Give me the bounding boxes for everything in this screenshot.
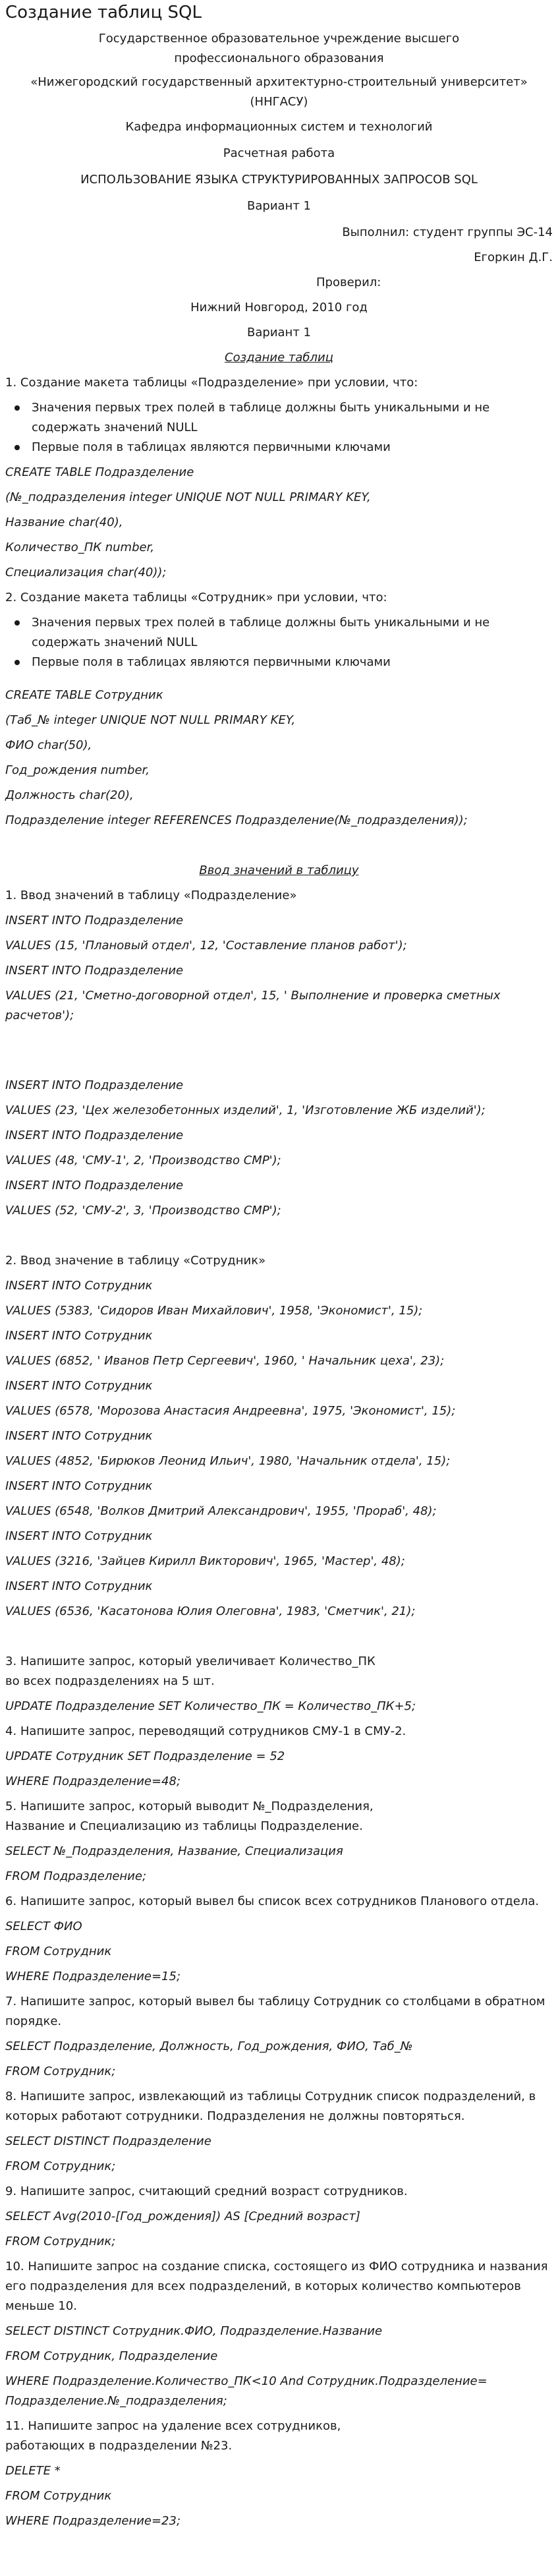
section-title: Создание таблиц xyxy=(225,351,333,365)
page-title: Создание таблиц SQL xyxy=(5,3,202,22)
code-line: DELETE * xyxy=(5,2464,61,2478)
code-line: INSERT INTO Сотрудник xyxy=(5,1379,153,1393)
code-line: Количество_ПК number, xyxy=(5,541,155,554)
code-line: WHERE Подразделение=15; xyxy=(5,1970,181,1983)
code-line: UPDATE Подразделение SET Количество_ПК = Количество_ПК+5; xyxy=(5,1699,416,1713)
code-line: VALUES (3216, 'Зайцев Кирилл Викторович', 1965, 'Мастер', 48); xyxy=(5,1554,405,1568)
task-text: 3. Напишите запрос, который увеличивает Количество_ПК xyxy=(5,1654,376,1668)
task-text: 10. Напишите запрос на создание списка, состоящего из ФИО сотрудника и названия xyxy=(5,2260,548,2273)
header-line: «Нижегородский государственный архитектурно-строительный университет» xyxy=(30,75,528,89)
task-text: 2. Создание макета таблицы «Сотрудник» при условии, что: xyxy=(5,591,387,604)
performed-by: Выполнил: студент группы ЭС-14 xyxy=(342,225,553,239)
code-line: Подразделение.№_подразделения; xyxy=(5,2394,227,2408)
header-line: профессионального образования xyxy=(174,51,384,65)
code-line: VALUES (4852, 'Бирюков Леонид Ильич', 1980, 'Начальник отдела', 15); xyxy=(5,1454,451,1468)
header-line: Государственное образовательное учреждение высшего xyxy=(98,32,460,45)
code-line: VALUES (52, 'СМУ-2', 3, 'Производство СМР'); xyxy=(5,1204,281,1217)
task-text: 7. Напишите запрос, который вывел бы таблицу Сотрудник со столбцами в обратном xyxy=(5,1995,545,2008)
code-line: INSERT INTO Сотрудник xyxy=(5,1329,153,1343)
code-line: INSERT INTO Сотрудник xyxy=(5,1579,153,1593)
code-line: SELECT Подразделение, Должность, Год_рождения, ФИО, Таб_№ xyxy=(5,2039,413,2053)
code-line: FROM Подразделение; xyxy=(5,1869,147,1883)
code-line: FROM Сотрудник xyxy=(5,1945,112,1958)
task-text: Название и Специализацию из таблицы Подразделение. xyxy=(5,1819,363,1833)
code-line: INSERT INTO Подразделение xyxy=(5,914,184,927)
code-line: FROM Сотрудник; xyxy=(5,2159,116,2173)
list-item: Первые поля в таблицах являются первичными ключами xyxy=(32,438,552,457)
code-line: WHERE Подразделение=48; xyxy=(5,1774,181,1788)
code-line: WHERE Подразделение=23; xyxy=(5,2514,181,2528)
task-text: 5. Напишите запрос, который выводит №_Подразделения, xyxy=(5,1800,374,1813)
code-line: VALUES (5383, 'Сидоров Иван Михайлович', 1958, 'Экономист', 15); xyxy=(5,1304,423,1318)
code-line: INSERT INTO Сотрудник xyxy=(5,1479,153,1493)
task-text: которых работают сотрудники. Подразделения не должны повторяться. xyxy=(5,2109,465,2123)
header-line: Расчетная работа xyxy=(223,146,335,160)
task-text: 11. Напишите запрос на удаление всех сотрудников, xyxy=(5,2419,341,2433)
task-text: 9. Напишите запрос, считающий средний возраст сотрудников. xyxy=(5,2184,408,2198)
code-line: WHERE Подразделение.Количество_ПК<10 And Сотрудник.Подразделение= xyxy=(5,2374,488,2388)
list-item-cont: содержать значений NULL xyxy=(32,635,198,649)
code-line: SELECT DISTINCT Сотрудник.ФИО, Подразделение.Название xyxy=(5,2324,383,2338)
code-line: VALUES (6548, 'Волков Дмитрий Александрович', 1955, 'Прораб', 48); xyxy=(5,1504,437,1518)
code-line: VALUES (6536, 'Касатонова Юлия Олеговна', 1983, 'Сметчик', 21); xyxy=(5,1604,416,1618)
code-line: FROM Сотрудник, Подразделение xyxy=(5,2349,218,2363)
task-text: работающих в подразделении №23. xyxy=(5,2439,233,2453)
task-text: порядке. xyxy=(5,2014,62,2028)
code-line: ФИО char(50), xyxy=(5,738,92,752)
code-line: VALUES (21, 'Сметно-договорной отдел', 15, ' Выполнение и проверка сметных xyxy=(5,989,501,1003)
code-line: Название char(40), xyxy=(5,515,123,529)
task-text: 8. Напишите запрос, извлекающий из таблицы Сотрудник список подразделений, в xyxy=(5,2090,536,2103)
header-line: Кафедра информационных систем и технологий xyxy=(125,120,433,134)
code-line: (Таб_№ integer UNIQUE NOT NULL PRIMARY KEY, xyxy=(5,713,296,727)
code-line: CREATE TABLE Подразделение xyxy=(5,465,194,479)
code-line: SELECT Avg(2010-[Год_рождения]) AS [Средний возраст] xyxy=(5,2210,360,2223)
checked-by: Проверил: xyxy=(316,276,381,289)
code-line: SELECT №_Подразделения, Название, Специализация xyxy=(5,1844,343,1858)
code-line: SELECT ФИО xyxy=(5,1919,82,1933)
code-line: VALUES (15, 'Плановый отдел', 12, 'Составление планов работ'); xyxy=(5,939,407,952)
code-line: VALUES (23, 'Цех железобетонных изделий', 1, 'Изготовление ЖБ изделий'); xyxy=(5,1103,486,1117)
code-line: VALUES (48, 'СМУ-1', 2, 'Производство СМР'); xyxy=(5,1154,281,1167)
list-item-cont: содержать значений NULL xyxy=(32,421,198,434)
code-line: UPDATE Сотрудник SET Подразделение = 52 xyxy=(5,1749,285,1763)
code-line: INSERT INTO Подразделение xyxy=(5,1179,184,1192)
header-line: Вариант 1 xyxy=(247,199,311,213)
task-text: меньше 10. xyxy=(5,2299,77,2313)
code-line: INSERT INTO Сотрудник xyxy=(5,1529,153,1543)
code-line: Должность char(20), xyxy=(5,788,134,802)
code-line: CREATE TABLE Сотрудник xyxy=(5,688,163,702)
code-line: Год_рождения number, xyxy=(5,763,150,777)
code-line: SELECT DISTINCT Подразделение xyxy=(5,2134,211,2148)
code-line: INSERT INTO Подразделение xyxy=(5,1078,184,1092)
code-line: INSERT INTO Сотрудник xyxy=(5,1429,153,1443)
code-line: INSERT INTO Подразделение xyxy=(5,1128,184,1142)
code-line: FROM Сотрудник xyxy=(5,2489,112,2503)
list-item: Значения первых трех полей в таблице должны быть уникальными и не xyxy=(32,613,552,633)
list-item: Первые поля в таблицах являются первичными ключами xyxy=(32,653,552,672)
task-text: 1. Создание макета таблицы «Подразделение» при условии, что: xyxy=(5,376,418,390)
task-text: 1. Ввод значений в таблицу «Подразделение» xyxy=(5,889,297,902)
task-text: 4. Напишите запрос, переводящий сотрудников СМУ-1 в СМУ-2. xyxy=(5,1724,406,1738)
task-text: его подразделения для всех подразделений, в которых количество компьютеров xyxy=(5,2279,521,2293)
student-name: Егоркин Д.Г. xyxy=(474,250,553,264)
code-line: INSERT INTO Сотрудник xyxy=(5,1279,153,1293)
code-line: FROM Сотрудник; xyxy=(5,2235,116,2248)
task-text: 6. Напишите запрос, который вывел бы список всех сотрудников Планового отдела. xyxy=(5,1894,540,1908)
code-line: VALUES (6852, ' Иванов Петр Сергеевич', 1960, ' Начальник цеха', 23); xyxy=(5,1354,445,1368)
code-line: VALUES (6578, 'Морозова Анастасия Андреевна', 1975, 'Экономист', 15); xyxy=(5,1404,456,1418)
code-line: Подразделение integer REFERENCES Подразделение(№_подразделения)); xyxy=(5,813,468,827)
code-line: расчетов'); xyxy=(5,1009,74,1022)
code-line: Специализация char(40)); xyxy=(5,566,167,579)
code-line: FROM Сотрудник; xyxy=(5,2064,116,2078)
header-line: ИСПОЛЬЗОВАНИЕ ЯЗЫКА СТРУКТУРИРОВАННЫХ ЗАПРОСОВ SQL xyxy=(80,173,478,187)
code-line: (№_подразделения integer UNIQUE NOT NULL PRIMARY KEY, xyxy=(5,490,371,504)
city-year: Нижний Новгород, 2010 год xyxy=(190,301,368,314)
section-title: Ввод значений в таблицу xyxy=(199,864,359,877)
header-line: (ННГАСУ) xyxy=(250,95,308,109)
code-line: INSERT INTO Подразделение xyxy=(5,964,184,978)
list-item: Значения первых трех полей в таблице должны быть уникальными и не xyxy=(32,398,552,418)
variant-label: Вариант 1 xyxy=(247,326,311,339)
task-text: 2. Ввод значение в таблицу «Сотрудник» xyxy=(5,1254,266,1268)
task-text: во всех подразделениях на 5 шт. xyxy=(5,1674,215,1688)
